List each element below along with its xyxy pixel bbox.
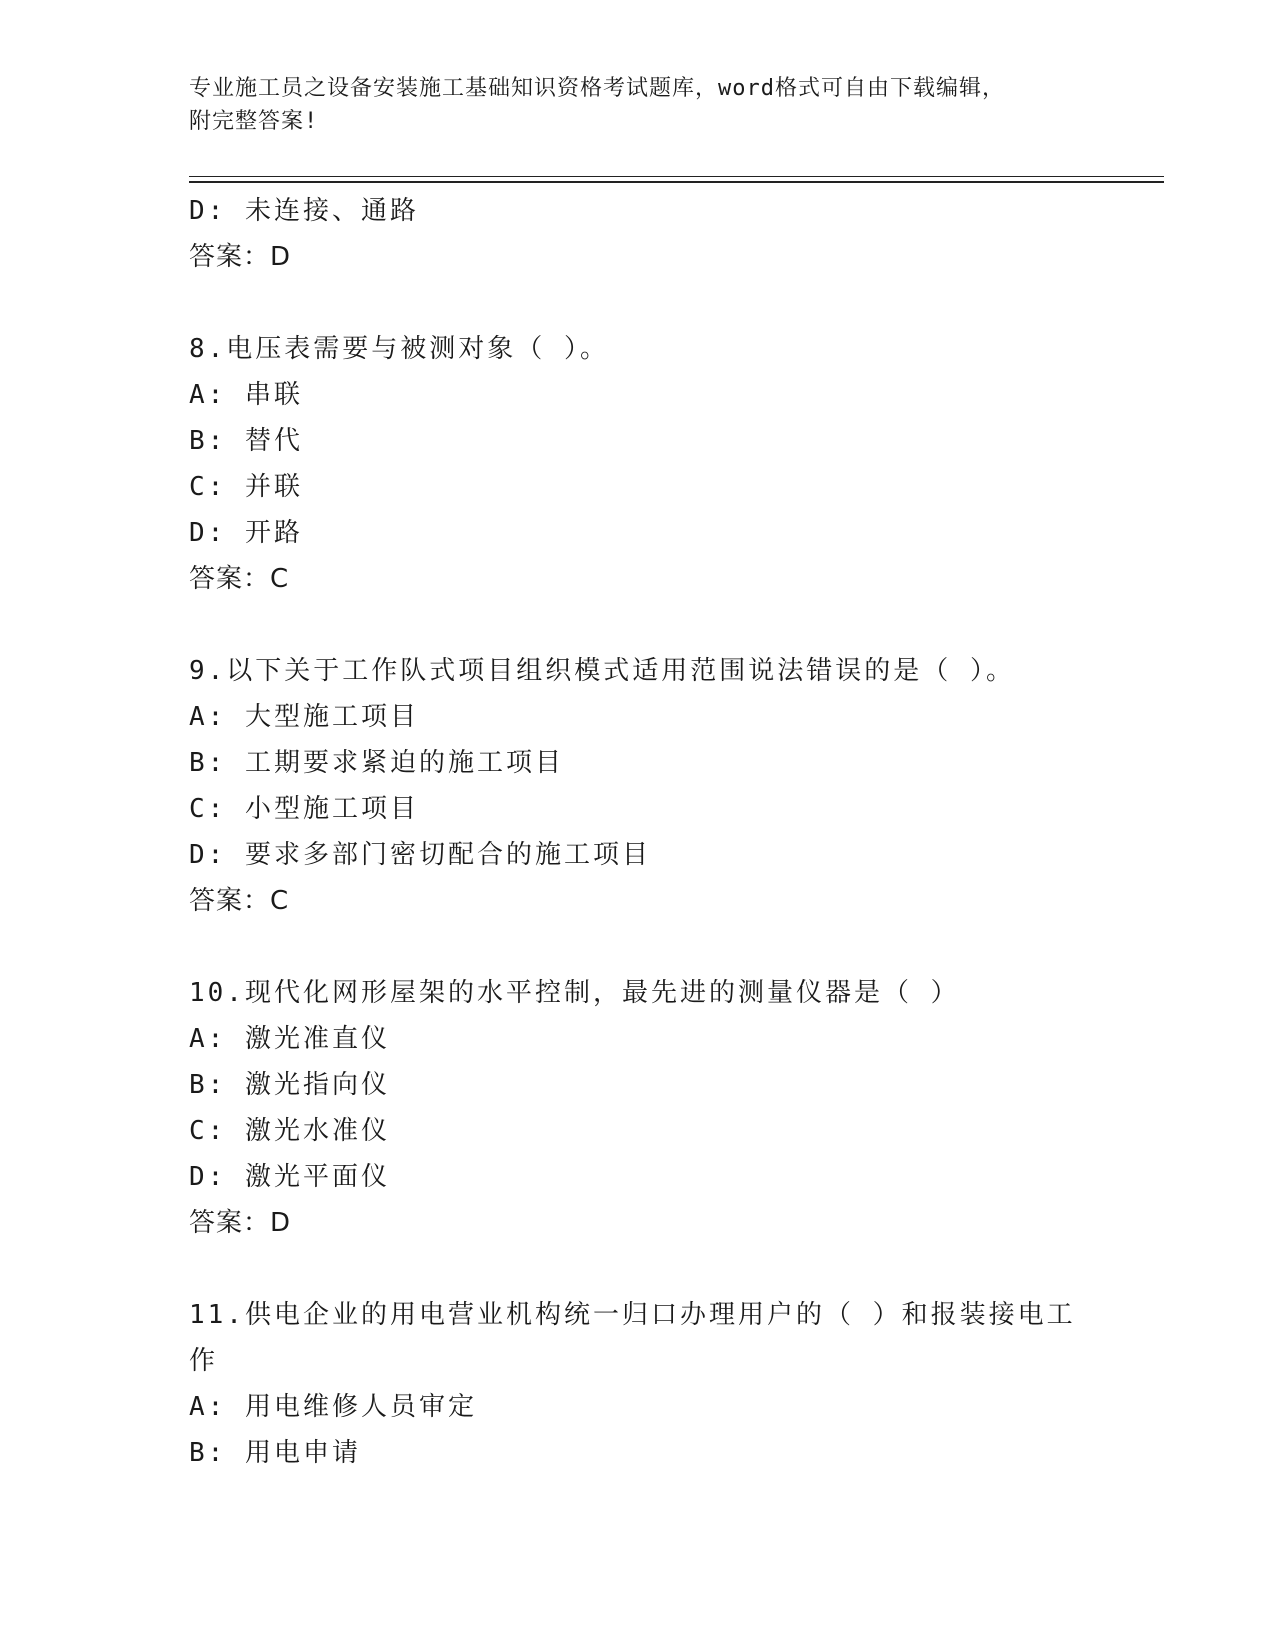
option-d: D: 要求多部门密切配合的施工项目 — [189, 840, 651, 870]
option-b: B: 用电申请 — [189, 1438, 361, 1468]
question-item — [189, 970, 1089, 1246]
option-b: B: 工期要求紧迫的施工项目 — [189, 748, 564, 778]
header-line-1: 专业施工员之设备安装施工基础知识资格考试题库，word格式可自由下载编辑， — [189, 76, 1005, 101]
option-d: D: 激光平面仪 — [189, 1162, 390, 1192]
question-item — [189, 326, 1089, 602]
header-divider-thick — [189, 181, 1164, 183]
answer-line: 答案：D — [189, 242, 292, 272]
option-c: C: 小型施工项目 — [189, 794, 419, 824]
question-stem: 9.以下关于工作队式项目组织模式适用范围说法错误的是（ ）。 — [189, 656, 1015, 686]
question-stem-continued: 作 — [189, 1346, 219, 1376]
answer-line: 答案：D — [189, 1208, 292, 1238]
question-stem: 8.电压表需要与被测对象（ ）。 — [189, 334, 609, 364]
answer-line: 答案：C — [189, 564, 290, 594]
answer-line: 答案：C — [189, 886, 290, 916]
option-d: D: 未连接、通路 — [189, 196, 419, 226]
option-c: C: 激光水准仪 — [189, 1116, 390, 1146]
option-a: A: 大型施工项目 — [189, 702, 419, 732]
option-d: D: 开路 — [189, 518, 303, 548]
question-item — [189, 648, 1089, 924]
option-b: B: 替代 — [189, 426, 303, 456]
question-stem: 10.现代化网形屋架的水平控制，最先进的测量仪器是（ ） — [189, 978, 960, 1008]
question-list — [189, 188, 1089, 1476]
header-line-2: 附完整答案! — [189, 109, 319, 134]
question-stem: 11.供电企业的用电营业机构统一归口办理用户的（ ）和报装接电工 — [189, 1300, 1076, 1330]
question-item — [189, 1292, 1089, 1476]
option-c: C: 并联 — [189, 472, 303, 502]
header-divider-thin — [189, 176, 1164, 177]
document-header — [189, 72, 1089, 138]
option-a: A: 激光准直仪 — [189, 1024, 390, 1054]
option-b: B: 激光指向仪 — [189, 1070, 390, 1100]
option-a: A: 串联 — [189, 380, 303, 410]
option-a: A: 用电维修人员审定 — [189, 1392, 477, 1422]
